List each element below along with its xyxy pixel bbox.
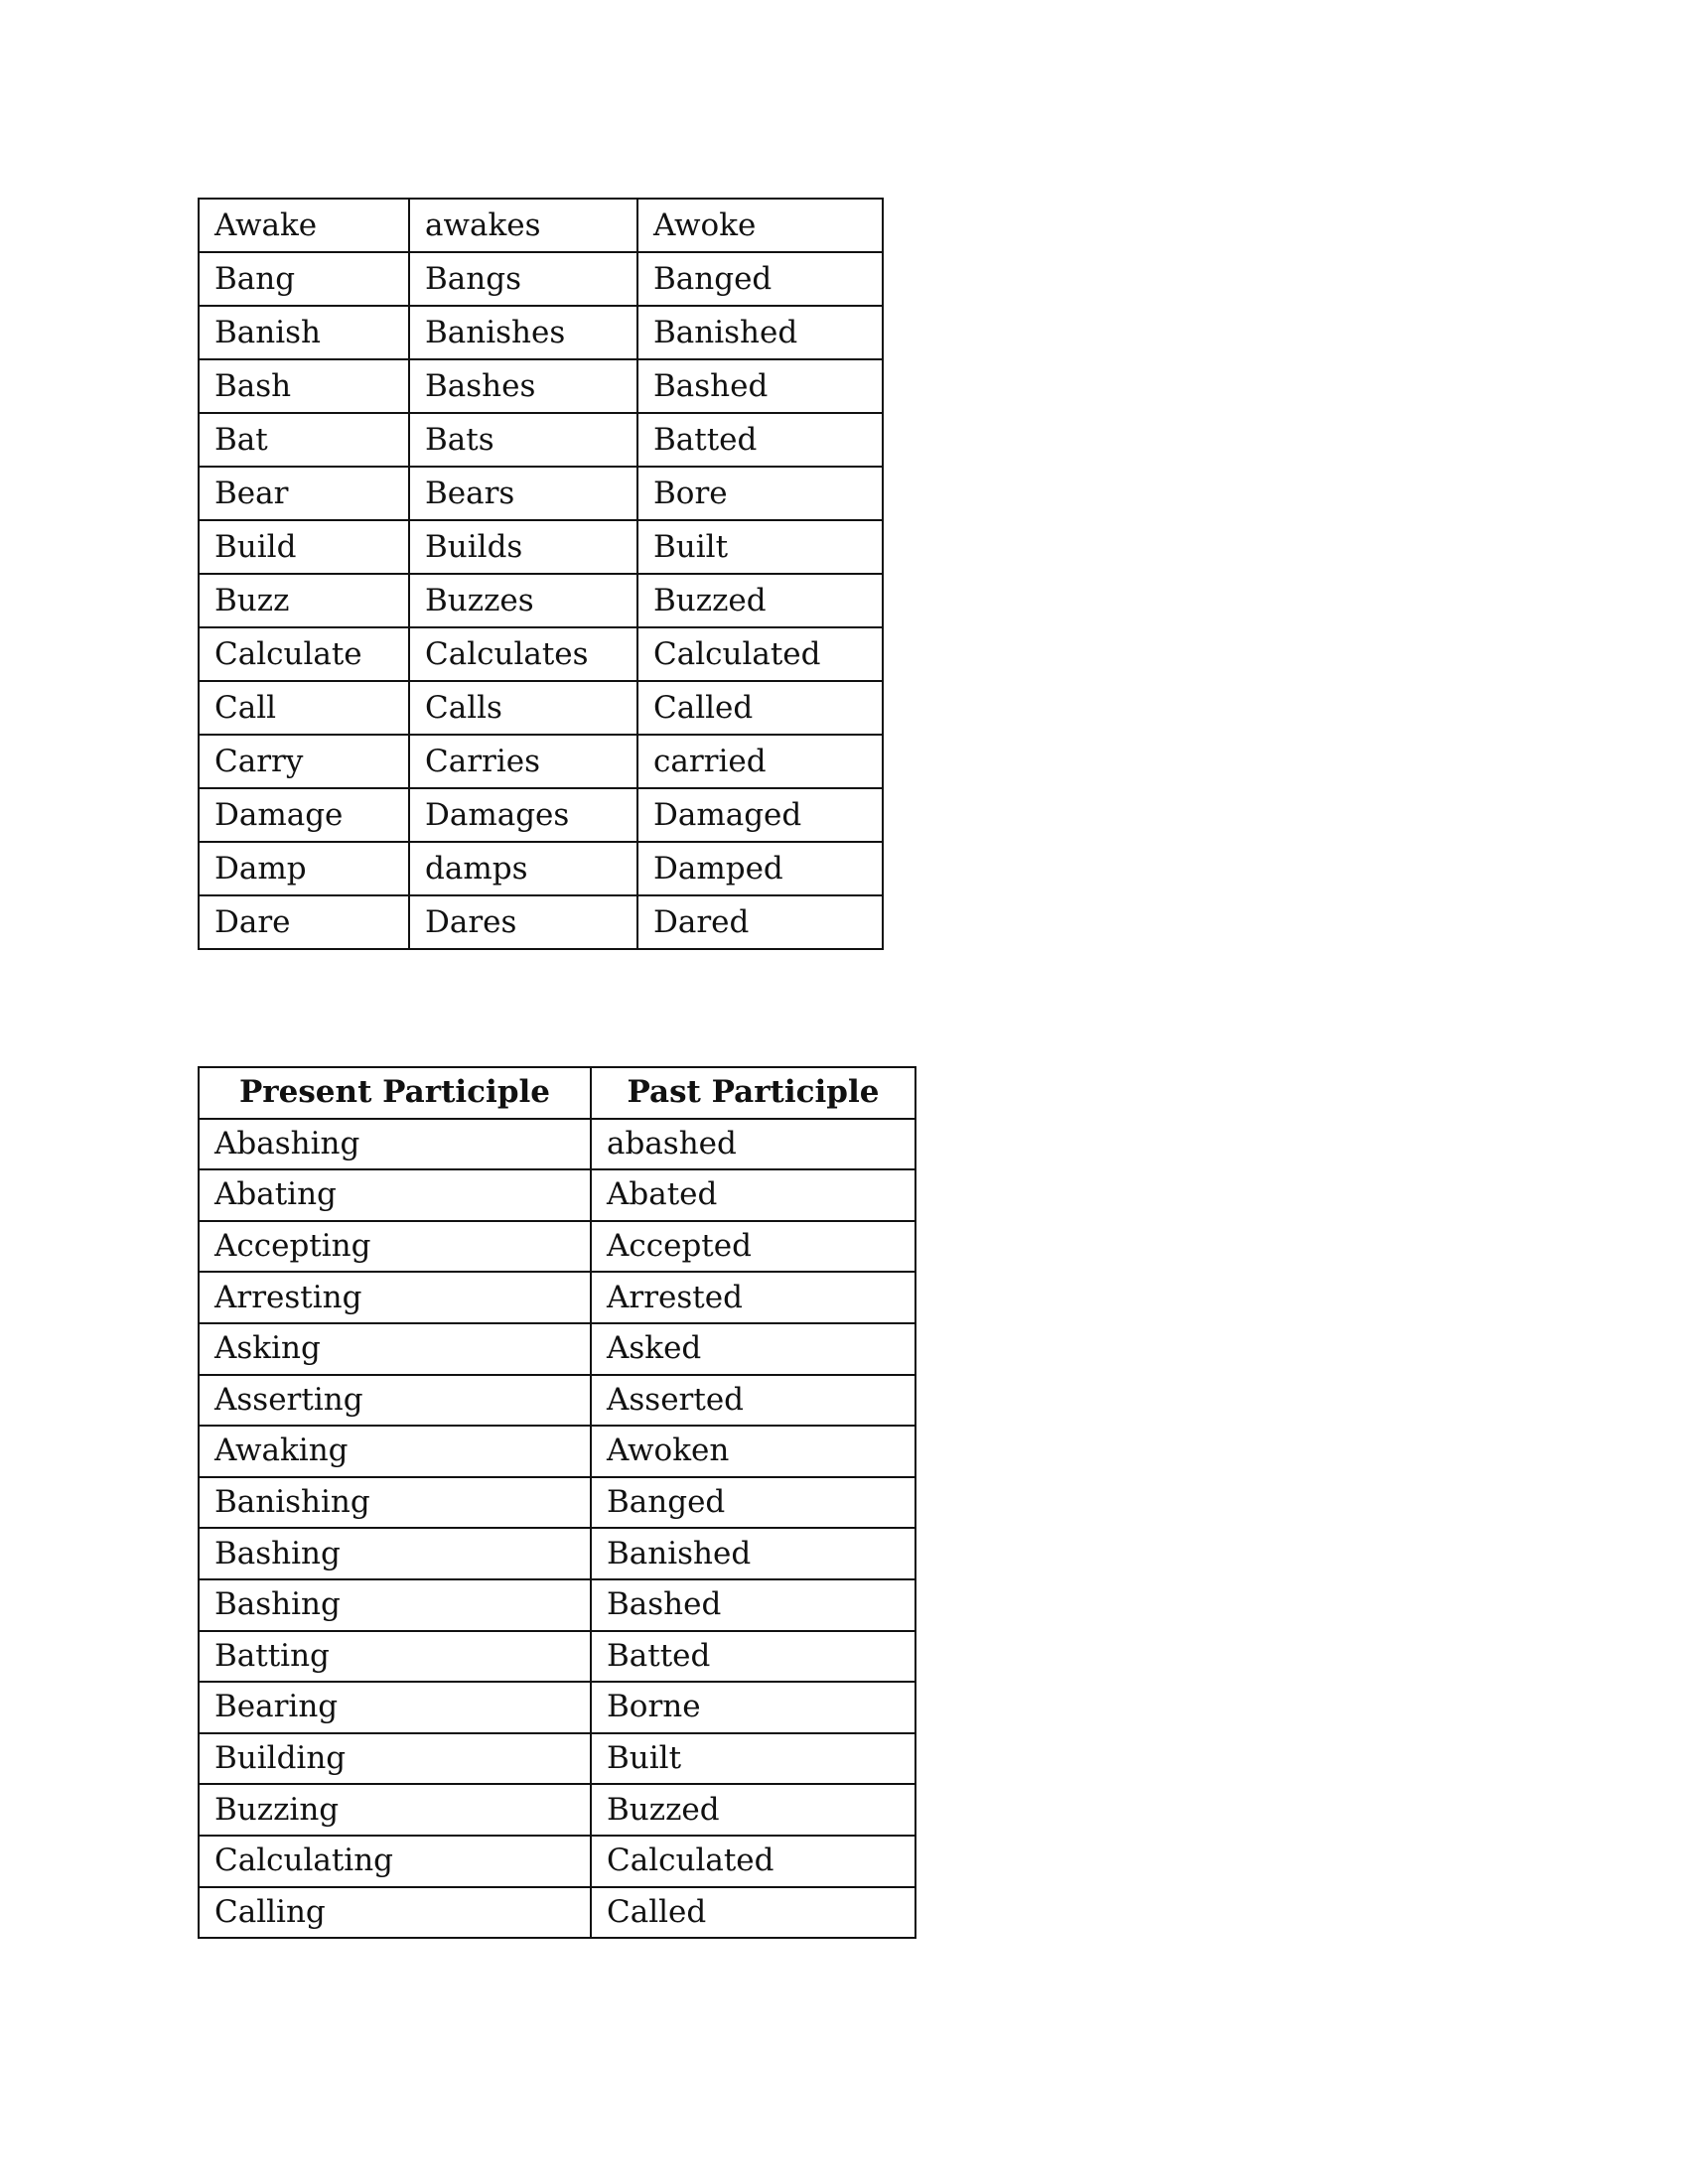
present-participle-cell: Bashing: [199, 1528, 591, 1579]
third-person-cell: Bats: [409, 413, 637, 467]
table-row: [199, 199, 883, 252]
past-form-cell: Calculated: [637, 627, 883, 681]
present-participle-cell: Banishing: [199, 1477, 591, 1529]
present-participle-cell: Calculating: [199, 1836, 591, 1887]
past-participle-header: Past Participle: [591, 1067, 915, 1119]
base-form-cell: Dare: [199, 895, 409, 949]
past-form-cell: Dared: [637, 895, 883, 949]
table-row: [199, 1272, 915, 1323]
table-row: [199, 1733, 915, 1785]
past-participle-cell: Banished: [591, 1528, 915, 1579]
third-person-cell: Dares: [409, 895, 637, 949]
third-person-cell: damps: [409, 842, 637, 895]
table-row: [199, 1323, 915, 1375]
table-row: [199, 359, 883, 413]
present-participle-cell: Asserting: [199, 1375, 591, 1427]
past-participle-cell: Built: [591, 1733, 915, 1785]
past-participle-cell: Asked: [591, 1323, 915, 1375]
present-participle-cell: Calling: [199, 1887, 591, 1939]
past-form-cell: Awoke: [637, 199, 883, 252]
table-row: [199, 1477, 915, 1529]
past-form-cell: Banished: [637, 306, 883, 359]
table-row: [199, 681, 883, 735]
table-row: [199, 1579, 915, 1631]
past-form-cell: Damped: [637, 842, 883, 895]
base-form-cell: Bear: [199, 467, 409, 520]
table-row: [199, 1631, 915, 1683]
past-form-cell: Batted: [637, 413, 883, 467]
past-participle-cell: Called: [591, 1887, 915, 1939]
table-row: [199, 1119, 915, 1170]
third-person-cell: Carries: [409, 735, 637, 788]
participle-table-body: [199, 1119, 915, 1939]
base-form-cell: Bang: [199, 252, 409, 306]
past-participle-cell: Abated: [591, 1169, 915, 1221]
verb-forms-table: [198, 198, 884, 950]
third-person-cell: Bashes: [409, 359, 637, 413]
past-participle-cell: abashed: [591, 1119, 915, 1170]
base-form-cell: Damage: [199, 788, 409, 842]
base-form-cell: Carry: [199, 735, 409, 788]
base-form-cell: Buzz: [199, 574, 409, 627]
past-participle-cell: Calculated: [591, 1836, 915, 1887]
present-participle-cell: Asking: [199, 1323, 591, 1375]
third-person-cell: Builds: [409, 520, 637, 574]
past-participle-cell: Arrested: [591, 1272, 915, 1323]
present-participle-header: Present Participle: [199, 1067, 591, 1119]
past-form-cell: carried: [637, 735, 883, 788]
verb-forms-table-body: [199, 199, 883, 949]
table-row: [199, 306, 883, 359]
base-form-cell: Call: [199, 681, 409, 735]
table-row: [199, 627, 883, 681]
third-person-cell: awakes: [409, 199, 637, 252]
third-person-cell: Calls: [409, 681, 637, 735]
base-form-cell: Damp: [199, 842, 409, 895]
table-row: [199, 735, 883, 788]
past-form-cell: Called: [637, 681, 883, 735]
table-row: [199, 467, 883, 520]
base-form-cell: Banish: [199, 306, 409, 359]
present-participle-cell: Buzzing: [199, 1784, 591, 1836]
past-participle-cell: Borne: [591, 1682, 915, 1733]
third-person-cell: Buzzes: [409, 574, 637, 627]
past-participle-cell: Bashed: [591, 1579, 915, 1631]
present-participle-cell: Accepting: [199, 1221, 591, 1273]
present-participle-cell: Batting: [199, 1631, 591, 1683]
table-header-row: [199, 1067, 915, 1119]
table-row: [199, 1221, 915, 1273]
table-row: [199, 252, 883, 306]
past-form-cell: Bore: [637, 467, 883, 520]
past-participle-cell: Batted: [591, 1631, 915, 1683]
base-form-cell: Build: [199, 520, 409, 574]
present-participle-cell: Bashing: [199, 1579, 591, 1631]
third-person-cell: Banishes: [409, 306, 637, 359]
base-form-cell: Calculate: [199, 627, 409, 681]
table-row: [199, 1836, 915, 1887]
table-row: [199, 520, 883, 574]
table-row: [199, 842, 883, 895]
past-participle-cell: Buzzed: [591, 1784, 915, 1836]
past-participle-cell: Awoken: [591, 1426, 915, 1477]
table-row: [199, 1528, 915, 1579]
base-form-cell: Bash: [199, 359, 409, 413]
past-participle-cell: Banged: [591, 1477, 915, 1529]
table-row: [199, 1426, 915, 1477]
participle-table: [198, 1066, 916, 1939]
present-participle-cell: Abashing: [199, 1119, 591, 1170]
present-participle-cell: Awaking: [199, 1426, 591, 1477]
past-participle-cell: Accepted: [591, 1221, 915, 1273]
base-form-cell: Awake: [199, 199, 409, 252]
table-row: [199, 895, 883, 949]
present-participle-cell: Bearing: [199, 1682, 591, 1733]
past-form-cell: Bashed: [637, 359, 883, 413]
table-row: [199, 1375, 915, 1427]
table-row: [199, 788, 883, 842]
third-person-cell: Bears: [409, 467, 637, 520]
table-row: [199, 1682, 915, 1733]
base-form-cell: Bat: [199, 413, 409, 467]
table-row: [199, 1887, 915, 1939]
table-row: [199, 574, 883, 627]
past-form-cell: Buzzed: [637, 574, 883, 627]
third-person-cell: Damages: [409, 788, 637, 842]
third-person-cell: Calculates: [409, 627, 637, 681]
present-participle-cell: Abating: [199, 1169, 591, 1221]
past-participle-cell: Asserted: [591, 1375, 915, 1427]
participle-table-head: [199, 1067, 915, 1119]
past-form-cell: Damaged: [637, 788, 883, 842]
present-participle-cell: Arresting: [199, 1272, 591, 1323]
third-person-cell: Bangs: [409, 252, 637, 306]
past-form-cell: Built: [637, 520, 883, 574]
table-row: [199, 1169, 915, 1221]
past-form-cell: Banged: [637, 252, 883, 306]
present-participle-cell: Building: [199, 1733, 591, 1785]
table-row: [199, 413, 883, 467]
table-row: [199, 1784, 915, 1836]
